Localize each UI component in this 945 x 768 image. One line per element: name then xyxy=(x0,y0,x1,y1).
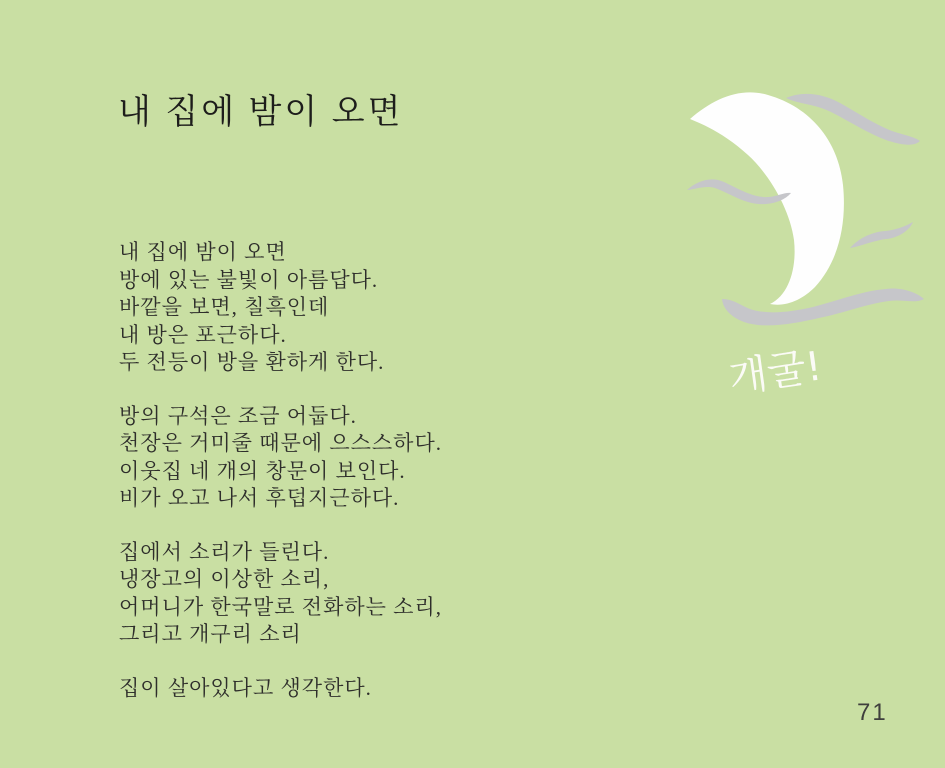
poem-line: 천장은 거미줄 때문에 으스스하다. xyxy=(119,431,443,455)
poem-line: 내 방은 포근하다. xyxy=(119,322,287,347)
poem-line: 내 집에 밤이 오면 xyxy=(119,240,287,264)
poem-title: 내 집에 밤이 오면 xyxy=(118,94,404,131)
poem-line: 바깥을 보면, 칠흑인데 xyxy=(119,295,330,319)
poem-line: 그리고 개구리 소리 xyxy=(119,622,302,646)
poem-line: 집이 살아있다고 생각한다. xyxy=(119,675,372,700)
cloud-wave-small-icon xyxy=(850,222,913,248)
poem-line: 집에서 소리가 들린다. xyxy=(119,539,330,564)
poem-line: 방에 있는 불빛이 아름답다. xyxy=(119,267,379,292)
poem-line: 방의 구석은 조금 어둡다. xyxy=(119,403,357,428)
poem-line: 어머니가 한국말로 전화하는 소리, xyxy=(119,594,443,619)
poem-line: 비가 오고 나서 후덥지근하다. xyxy=(119,486,400,510)
page-number: 71 xyxy=(857,699,888,726)
poem-line: 이웃집 네 개의 창문이 보인다. xyxy=(119,458,406,483)
poem-line: 두 전등이 방을 환하게 한다. xyxy=(119,350,385,374)
poem-line: 냉장고의 이상한 소리, xyxy=(119,567,330,591)
cloud-wave-bottom-icon xyxy=(722,289,924,326)
frog-sound-caption: 개굴! xyxy=(725,343,825,402)
